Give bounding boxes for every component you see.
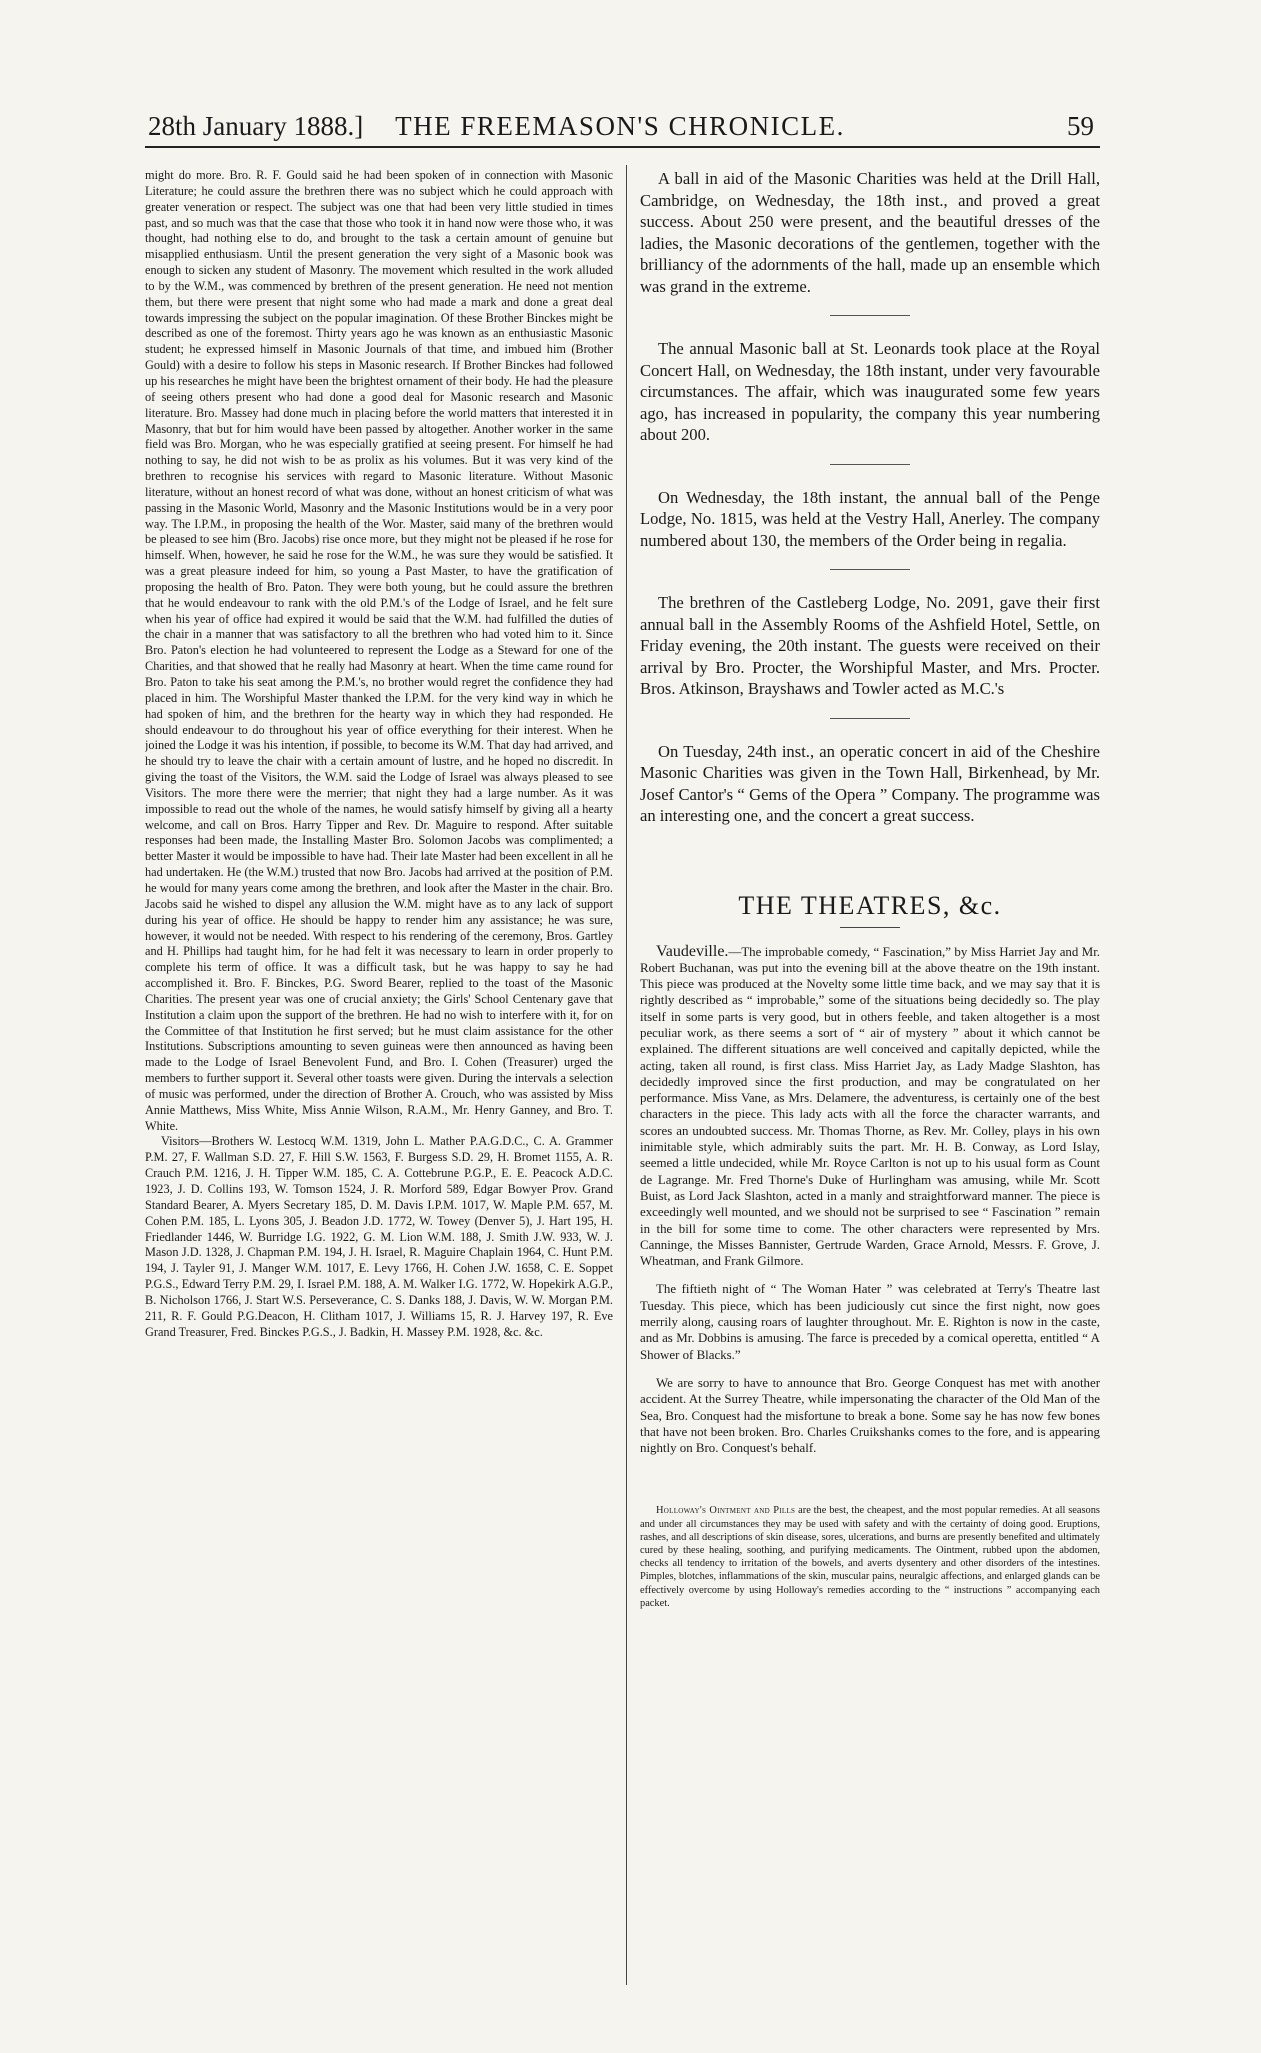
advertisement-lead: Holloway's Ointment and Pills — [656, 1505, 796, 1517]
separator-rule — [830, 464, 910, 465]
theatre-news-conquest: We are sorry to have to announce that Bro. George Conquest has met with another accident. At the Surrey Theatre, while impersonating the character of the Old Man of the Sea, Bro. Conquest had the misfortune to break a bone. Some say he has now few bones that have not been broken. Bro. Charles Cruikshanks comes to the fore, and is appearing nightly on Bro. Conquest's behalf. — [640, 1375, 1100, 1456]
vaudeville-review-text: —The improbable comedy, “ Fascination,” by Miss Harriet Jay and Mr. Robert Buchanan, was put into the evening bill at the above theatre on the 19th instant. This piece was produced at the Novelty some little time back, and we may say that it is rightly described as “ improbable,” some of the situations being decidedly so. The play itself in some parts is very good, but in others feeble, and taken altogether is a most peculiar work, as there seems a sort of “ air of mystery ” about it which cannot be explained. The different situations are well conceived and capitally depicted, while the acting, taken all round, is first class. Miss Harriet Jay, as Lady Madge Slashton, has decidedly improved since the first production, and may be congratulated on her performance. Miss Vane, as Mrs. Delamere, the adventuress, is certainly one of the best characters in the piece. This lady acts with all the force the character warrants, and scores an undoubted success. Mr. Thomas Thorne, as Rev. Mr. Colley, plays in his own inimitable style, which admirably suits the part. Mr. H. B. Conway, as Lord Islay, seemed a little undecided, while Mr. Royce Carlton is not up to his usual form as Count de Lagrange. Mr. Fred Thorne's Duke of Hurlingham was amusing, while Mr. Scott Buist, as Lord Jack Slashton, acted in a manly and straightforward manner. The piece is exceedingly well mounted, and we should not be surprised to see “ Fascination ” remain in the bill for some time to come. The other characters were represented by Mrs. Canninge, the Misses Bannister, Gertrude Warden, Grace Arnold, Messrs. F. Grove, J. Wheatman, and Frank Gilmore. — [640, 944, 1100, 1269]
theatre-review-vaudeville — [640, 944, 1100, 1270]
news-brief-cambridge-ball: A ball in aid of the Masonic Charities was held at the Drill Hall, Cambridge, on Wednesday, the 18th inst., and proved a great success. About 250 were present, and the beautiful dresses of the ladies, the Masonic decorations of the gentlemen, together with the brilliancy of the adornments of the hall, made up an ensemble which was grand in the extreme. — [640, 169, 1100, 296]
separator-rule — [830, 315, 910, 316]
issue-date: 28th January 1888.] — [148, 111, 364, 141]
holloway-advertisement — [640, 1504, 1100, 1610]
header-rule — [145, 146, 1100, 148]
column-divider — [626, 165, 627, 1985]
lodge-report-paragraph: might do more. Bro. R. F. Gould said he had been spoken of in connection with Masonic Literature; he could assure the brethren there was no subject which he could approach with greater veneration or respect. The subject was one that had been very little studied in times past, and so much was that the case that those who took it in hand now were those who, it was thought, had nothing else to do, and brought to the task a certain amount of genuine but misapplied enthusiasm. Until the present generation the very sight of a Masonic book was enough to sicken any student of Masonry. The movement which resulted in the work alluded to by the W.M., was commenced by brethren of the present generation. He need not mention them, but there were present that night some who had made a mark and done a great deal towards impressing the subject on the popular imagination. Of these Brother Binckes might be described as one of the foremost. Thirty years ago he was known as an enthusiastic Masonic student; he expressed himself in Masonic Journals of that time, and imbued him (Brother Gould) with a desire to follow his steps in Masonic research. If Brother Binckes had followed up his researches he might have been the brightest ornament of their body. He had the pleasure of seeing others present who had done a good deal for Masonic research and Masonic literature. Bro. Massey had done much in placing before the world matters that interested it in Masonry, that but for him would have been passed by altogether. Another worker in the same field was Bro. Morgan, who he was especially gratified at seeing present. For himself he had nothing to say, he did not wish to be as prolix as his volumes. But it was very kind of the brethren to recognise his services with regard to Masonic literature. Without Masonic literature, without an honest record of what was done, without an honest criticism of what was passing in the Masonic World, Masonry and the Masonic Institutions would be in a very poor way. The I.P.M., in proposing the health of the Wor. Master, said many of the brethren would be pleased to see him (Bro. Jacobs) rise once more, but they might not be pleased if he rose for himself. When, however, he said he rose for the W.M., he was sure they would be satisfied. It was a great pleasure indeed for him, so young a Past Master, to have the gratification of proposing the health of Bro. Paton. They were both young, but he could assure the brethren that he would endeavour to rank with the old P.M.'s of the Lodge of Israel, and he felt sure when his year of office had expired it would be said that the W.M. had fulfilled the duties of the chair in a manner that was satisfactory to all the brethren who had voted him to it. Since Bro. Paton's election he had volunteered to represent the Lodge as a Steward for one of the Charities, and that showed that he really had Masonry at heart. When the time came round for Bro. Paton to take his seat among the P.M.'s, no brother would regret the confidence they had placed in him. The Worshipful Master thanked the I.P.M. for the very kind way in which he had spoken of him, and the brethren for the hearty way in which they had responded. He should endeavour to do throughout his year of office everything for their interest. When he joined the Lodge it was his intention, if possible, to become its W.M. That day had arrived, and he should try to leave the chair with a certain amount of lustre, and he hoped no discredit. In giving the toast of the Visitors, the W.M. said the Lodge of Israel was always pleased to see Visitors. The more there were the merrier; that night they had a large number. As it was impossible to read out the whole of the names, he would satisfy himself by giving all a hearty welcome, and call on Bros. Harry Tipper and Rev. Dr. Maguire to respond. After suitable responses had been made, the Installing Master Bro. Solomon Jacobs was complimented; a better Master it would be impossible to have had. Their late Master had been excellent in all he had undertaken. He (the W.M.) trusted that now Bro. Jacobs had arrived at the position of P.M. he would for many years come among the brethren, and look after the Master in the chair. Bro. Jacobs said he wished to dispel any allusion the W.M. might have as to any lack of support during his year of office. He should be happy to render him any assistance; he was sure, however, it would not be needed. With respect to his rendering of the ceremony, Bros. Gartley and H. Phillips had taught him, for he had felt it was necessary to learn in order properly to complete his term of office. It was a difficult task, but he was happy to say he had accomplished it. Bro. F. Binckes, P.G. Sword Bearer, replied to the toast of the Masonic Charities. The present year was one of crucial anxiety; the Girls' School Centenary gave that Institution a claim upon the support of the brethren. He had no wish to interfere with it, for on the Committee of that Institution he first served; but he must claim assistance for the other Institutions. Subscriptions amounting to seven guineas were then announced as having been made to the Lodge of Israel Benevolent Fund, and Bro. I. Cohen (Treasurer) urged the members to further support it. Several other toasts were given. During the intervals a selection of music was performed, under the direction of Brother A. Crouch, who was assisted by Miss Annie Matthews, Miss White, Miss Annie Wilson, R.A.M., Mr. Henry Ganney, and Bro. T. White. — [145, 168, 613, 1133]
page-header — [140, 110, 1100, 148]
vaudeville-run-in-label: Vaudeville. — [656, 942, 729, 960]
separator-rule — [830, 718, 910, 719]
advertisement-body: are the best, the cheapest, and the most popular remedies. At all seasons and under all circumstances they may be used with safety and with the certainty of doing good. Eruptions, rashes, and all descriptions of skin disease, sores, ulcerations, and burns are presently benefited and ultimately cured by these healing, soothing, and purifying medicaments. The Ointment, rubbed upon the abdomen, checks all tendency to irritation of the bowels, and averts dysentery and other disorders of the intestines. Pimples, blotches, inflammations of the skin, muscular pains, neuralgic affections, and enlarged glands can be effectively overcome by using Holloway's remedies according to the “ instructions ” accompanying each packet. — [640, 1505, 1100, 1609]
publication-title: THE FREEMASON'S CHRONICLE. — [395, 111, 845, 141]
news-brief-penge-lodge-ball: On Wednesday, the 18th instant, the annual ball of the Penge Lodge, No. 1815, was held at the Vestry Hall, Anerley. The company numbered about 130, the members of the Order being in regalia. — [640, 487, 1100, 550]
news-brief-st-leonards-ball: The annual Masonic ball at St. Leonards took place at the Royal Concert Hall, on Wednesday, the 18th instant, under very favourable circumstances. The affair, which was inaugurated some few years ago, has increased in popularity, the company this year numbering about 200. — [640, 339, 1100, 444]
left-column — [145, 168, 613, 1998]
heading-rule — [840, 927, 900, 928]
theatres-section-heading: THE THEATRES, &c. — [738, 890, 1002, 920]
separator-rule — [830, 569, 910, 570]
right-column — [640, 168, 1100, 1998]
visitors-list-paragraph: Visitors—Brothers W. Lestocq W.M. 1319, John L. Mather P.A.G.D.C., C. A. Grammer P.M. 27, F. Wallman S.D. 27, F. Hill S.W. 1563, F. Burgess S.D. 29, H. Bromet 1155, A. R. Crauch P.M. 1216, J. H. Tipper W.M. 185, C. A. Cottebrune P.G.P., E. E. Peacock A.D.C. 1923, J. D. Collins 193, W. Tomson 1524, J. R. Morford 589, Edgar Bowyer Prov. Grand Standard Bearer, A. Myers Secretary 185, D. M. Davis I.P.M. 1017, W. Maple P.M. 657, M. Cohen P.M. 185, L. Lyons 305, J. Beadon J.D. 1772, W. Towey (Denver 5), J. Hart 195, H. Friedlander 1446, W. Burridge I.G. 1922, G. M. Lion W.M. 188, J. Smith J.W. 933, W. J. Mason J.D. 1328, J. Chapman P.M. 194, J. H. Israel, R. Maguire Chaplain 1964, C. Hunt P.M. 194, J. Tayler 91, J. Manger W.M. 1017, E. Levy 1766, H. Cohen J.W. 1658, C. E. Soppet P.G.S., Edward Terry P.M. 29, I. Israel P.M. 188, A. M. Walker I.G. 1772, W. Hopekirk A.G.P., B. Nicholson 1766, J. Start W.S. Perseverance, C. S. Danks 188, J. Davis, W. W. Morgan P.M. 211, R. F. Gould P.G.Deacon, H. Clitham 1017, J. Williams 15, R. J. Harvey 197, R. Eve Grand Treasurer, Fred. Binckes P.G.S., J. Badkin, H. Massey P.M. 1928, &c. &c. — [145, 1134, 613, 1339]
theatre-review-woman-hater: The fiftieth night of “ The Woman Hater ” was celebrated at Terry's Theatre last Tuesday. This piece, which has been judiciously cut since the first night, now goes merrily along, causing roars of laughter throughout. Mr. E. Righton is now in the caste, and as Mr. Dobbins is amusing. The farce is preceded by a comical operetta, entitled “ A Shower of Blacks.” — [640, 1282, 1100, 1362]
page-number: 59 — [1067, 111, 1094, 141]
news-brief-castleberg-lodge-ball: The brethren of the Castleberg Lodge, No. 2091, gave their first annual ball in the Assembly Rooms of the Ashfield Hotel, Settle, on Friday evening, the 20th instant. The guests were received on their arrival by Bro. Procter, the Worshipful Master, and Mrs. Procter. Bros. Atkinson, Brayshaws and Towler acted as M.C.'s — [640, 593, 1100, 698]
news-brief-birkenhead-concert: On Tuesday, 24th inst., an operatic concert in aid of the Cheshire Masonic Charities was given in the Town Hall, Birkenhead, by Mr. Josef Cantor's “ Gems of the Opera ” Company. The programme was an interesting one, and the concert a great success. — [640, 741, 1100, 825]
